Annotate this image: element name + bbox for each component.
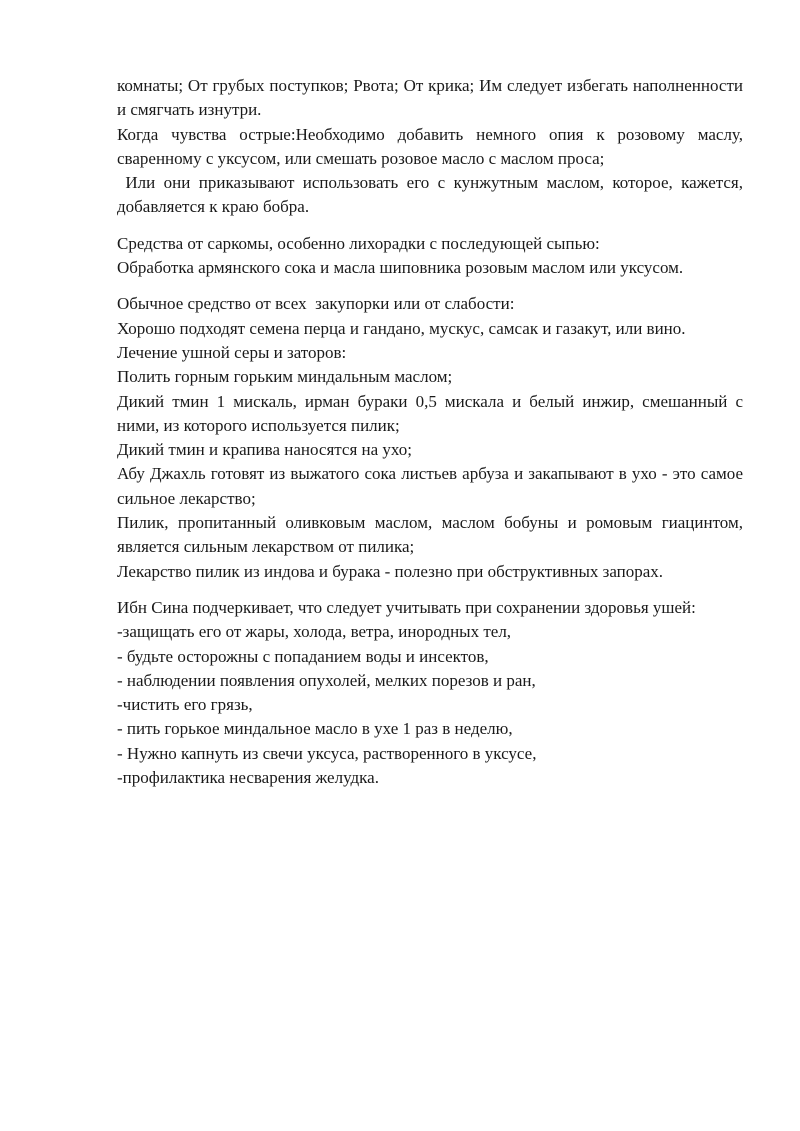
paragraph: Полить горным горьким миндальным маслом; [117, 367, 453, 387]
list-item: - будьте осторожны с попаданием воды и инсектов, [117, 646, 489, 666]
paragraph: Или они приказывают использовать его с кунжутным маслом, которое, кажется, добавляется к краю бобра. [117, 173, 748, 217]
section-heading: Обычное средство от всех закупорки или от слабости: [117, 294, 515, 314]
list-item: -чистить его грязь, [117, 695, 253, 715]
paragraph-gap [117, 220, 743, 232]
list-item: - Нужно капнуть из свечи уксуса, растворенного в уксусе, [117, 743, 537, 763]
paragraph: комнаты; От грубых поступков; Рвота; От крика; Им следует избегать наполненности и смягчать изнутри. [117, 76, 743, 120]
list-item: -защищать его от жары, холода, ветра, инородных тел, [117, 622, 512, 642]
paragraph: Дикий тмин 1 мискаль, ирман бураки 0,5 мискала и белый инжир, смешанный с ними, из которого используется пилик; [117, 391, 743, 435]
document-body [117, 74, 748, 790]
list-item: -профилактика несварения желудка. [117, 768, 379, 788]
paragraph: Абу Джахль готовят из выжатого сока листьев арбуза и закапывают в ухо - это самое сильное лекарство; [117, 464, 743, 508]
paragraph: Обработка армянского сока и масла шиповника розовым маслом или уксусом. [117, 258, 684, 278]
paragraph: Когда чувства острые:Необходимо добавить немного опия к розовому маслу, сваренному с уксусом, или смешать розовое масло с маслом проса; [117, 124, 743, 168]
paragraph-gap [117, 280, 743, 292]
paragraph: Лекарство пилик из индова и бурака - полезно при обструктивных запорах. [117, 561, 664, 581]
list-item: - наблюдении появления опухолей, мелких порезов и ран, [117, 670, 536, 690]
section-heading: Лечение ушной серы и заторов: [117, 342, 347, 362]
section-intro: Ибн Сина подчеркивает, что следует учитывать при сохранении здоровья ушей: [117, 597, 696, 617]
paragraph: Пилик, пропитанный оливковым маслом, маслом бобуны и ромовым гиацинтом, является сильным лекарством от пилика; [117, 513, 743, 557]
paragraph: Хорошо подходят семена перца и гандано, мускус, самсак и газакут, или вино. [117, 318, 686, 338]
paragraph-gap [117, 584, 743, 596]
paragraph: Дикий тмин и крапива наносятся на ухо; [117, 440, 413, 460]
list-item: - пить горькое миндальное масло в ухе 1 раз в неделю, [117, 719, 513, 739]
section-heading: Средства от саркомы, особенно лихорадки с последующей сыпью: [117, 233, 600, 253]
